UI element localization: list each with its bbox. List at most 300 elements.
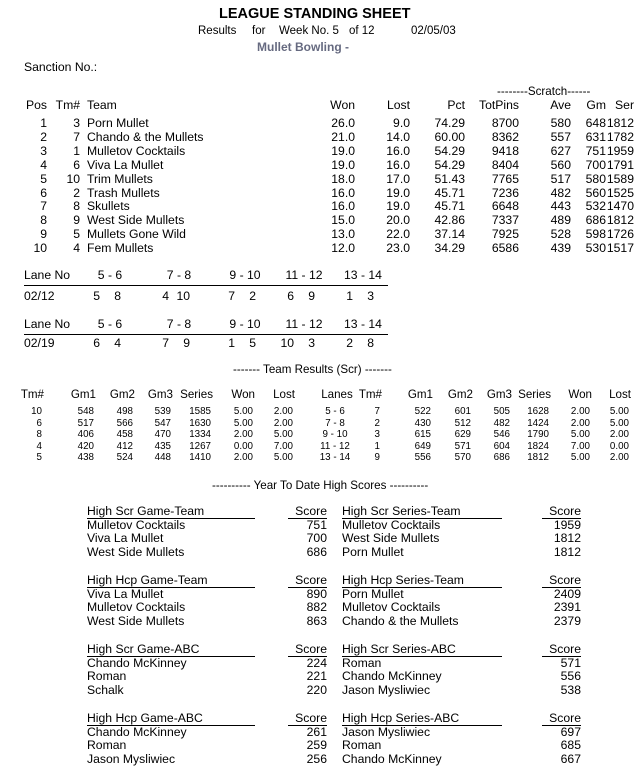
team-results-cell: 1410 bbox=[189, 452, 211, 464]
standings-cell: 3 bbox=[40, 143, 47, 158]
lane-team: 7 bbox=[228, 289, 235, 303]
team-results-cell: 5.00 bbox=[609, 417, 629, 429]
standings-header-tm: Tm# bbox=[55, 98, 80, 112]
standings-cell: 7925 bbox=[491, 227, 519, 242]
team-results-lanes: 7 - 8 bbox=[325, 417, 345, 429]
team-results-cell: 615 bbox=[414, 429, 431, 441]
lane-team: 5 bbox=[249, 336, 256, 350]
standings-cell: 532 bbox=[585, 199, 606, 214]
standings-cell: 34.29 bbox=[434, 241, 465, 256]
team-results-cell: 9 bbox=[374, 452, 380, 464]
team-results-header: Gm1 bbox=[407, 388, 433, 401]
lane-date: 02/12 bbox=[24, 289, 55, 303]
lane-label: Lane No bbox=[24, 268, 71, 282]
standings-cell: 4 bbox=[40, 157, 47, 172]
standings-cell: 7 bbox=[73, 129, 80, 144]
ytd-score: 686 bbox=[306, 544, 327, 559]
standings-cell: 45.71 bbox=[434, 199, 465, 214]
team-results-lanes: 5 - 6 bbox=[325, 406, 345, 417]
ytd-name: Chando & the Mullets bbox=[342, 613, 459, 628]
lane-team: 8 bbox=[114, 289, 121, 303]
standings-cell: 1812 bbox=[606, 116, 634, 130]
standings-cell: 1812 bbox=[606, 213, 634, 228]
standings-cell: Fem Mullets bbox=[87, 241, 154, 256]
ytd-score: 882 bbox=[306, 600, 327, 615]
standings-cell: 7337 bbox=[491, 213, 519, 228]
standings-cell: 9 bbox=[73, 213, 80, 228]
ytd-name: Mulletov Cocktails bbox=[342, 600, 441, 615]
ytd-name: Mulletov Cocktails bbox=[87, 517, 186, 532]
standings-cell: 751 bbox=[585, 143, 606, 158]
team-results-cell: 1824 bbox=[527, 440, 549, 452]
team-results-cell: 2 bbox=[374, 417, 380, 429]
lane-team: 3 bbox=[308, 336, 315, 350]
standings-header-gm: Gm bbox=[586, 98, 606, 112]
team-results-cell: 522 bbox=[414, 406, 431, 417]
standings-cell: 8362 bbox=[491, 129, 519, 144]
team-results-lanes: 9 - 10 bbox=[322, 429, 348, 441]
standings-header-won: Won bbox=[330, 98, 355, 112]
ytd-score: 890 bbox=[306, 586, 327, 601]
lane-team: 4 bbox=[114, 336, 121, 350]
standings-cell: 482 bbox=[550, 185, 571, 200]
ytd-score-header: Score bbox=[549, 504, 581, 518]
team-results-cell: 2.00 bbox=[570, 417, 590, 429]
team-results-header: Gm2 bbox=[447, 388, 473, 401]
standings-cell: 15.0 bbox=[331, 213, 355, 228]
standings-cell: 6586 bbox=[491, 241, 519, 256]
standings-cell: 9418 bbox=[491, 143, 519, 158]
standings-cell: Viva La Mullet bbox=[87, 157, 164, 172]
ytd-score: 538 bbox=[560, 682, 581, 697]
ytd-score: 221 bbox=[306, 669, 327, 684]
ytd-block-title: High Scr Series-Team bbox=[342, 504, 461, 518]
team-results-cell: 2.00 bbox=[609, 452, 629, 464]
lane-pair: 9 - 10 bbox=[229, 268, 261, 282]
standings-cell: 8 bbox=[40, 213, 47, 228]
ytd-score-header: Score bbox=[295, 504, 327, 518]
ytd-name: Viva La Mullet bbox=[87, 531, 164, 546]
ytd-name: Chando McKinney bbox=[87, 655, 187, 670]
standings-cell: 8700 bbox=[491, 116, 519, 130]
team-results-cell: 1812 bbox=[527, 452, 549, 464]
team-results-header: Series bbox=[180, 388, 213, 401]
team-results-cell: 5.00 bbox=[273, 429, 293, 441]
lane-team: 4 bbox=[162, 289, 169, 303]
for-label: for bbox=[252, 25, 266, 37]
ytd-score-header: Score bbox=[549, 573, 581, 587]
team-results-cell: 430 bbox=[414, 417, 431, 429]
standings-cell: 528 bbox=[550, 227, 571, 242]
standings-cell: 9.0 bbox=[393, 116, 410, 130]
team-results-lanes: 11 - 12 bbox=[320, 440, 350, 452]
team-results-cell: 539 bbox=[154, 406, 171, 417]
standings-cell: Skullets bbox=[87, 199, 130, 214]
standings-cell: 580 bbox=[585, 171, 606, 186]
standings-cell: 42.86 bbox=[434, 213, 465, 228]
lane-team: 8 bbox=[367, 336, 374, 350]
lane-pair: 5 - 6 bbox=[97, 317, 123, 331]
standings-cell: 8404 bbox=[491, 157, 519, 172]
ytd-score: 1812 bbox=[553, 544, 581, 559]
team-results-cell: 7 bbox=[374, 406, 380, 417]
team-results-cell: 0.00 bbox=[233, 440, 253, 452]
ytd-score: 2391 bbox=[553, 600, 581, 615]
team-results-cell: 1585 bbox=[189, 406, 211, 417]
lane-pair: 13 - 14 bbox=[344, 268, 382, 282]
lane-pair: 7 - 8 bbox=[166, 268, 192, 282]
standings-cell: 557 bbox=[550, 129, 571, 144]
team-results-cell: 547 bbox=[154, 417, 171, 429]
standings-cell: 1791 bbox=[606, 157, 634, 172]
team-results-header: Gm3 bbox=[486, 388, 512, 401]
standings-cell: 580 bbox=[550, 116, 571, 130]
team-results-header: Gm3 bbox=[147, 388, 173, 401]
team-results-cell: 0.00 bbox=[609, 440, 629, 452]
team-results-cell: 649 bbox=[414, 440, 431, 452]
standings-cell: Mulletov Cocktails bbox=[87, 143, 186, 158]
standings-cell: 443 bbox=[550, 199, 571, 214]
standings-cell: 1517 bbox=[606, 241, 634, 256]
lane-pair: 13 - 14 bbox=[344, 317, 382, 331]
ytd-block-title: High Scr Game-ABC bbox=[87, 642, 200, 656]
standings-cell: 2 bbox=[73, 185, 80, 200]
lane-label: Lane No bbox=[24, 317, 71, 331]
standings-cell: 1 bbox=[40, 116, 47, 130]
ytd-score-header: Score bbox=[295, 642, 327, 656]
ytd-block-title: High Hcp Game-Team bbox=[87, 573, 208, 587]
lane-team: 6 bbox=[93, 336, 100, 350]
ytd-name: Jason Mysliwiec bbox=[342, 682, 431, 697]
week-label: Week No. 5 bbox=[279, 25, 339, 37]
team-results-cell: 512 bbox=[454, 417, 471, 429]
ytd-name: Chando McKinney bbox=[87, 724, 187, 739]
team-results-title: ------- Team Results (Scr) ------- bbox=[233, 363, 392, 376]
standings-cell: 6 bbox=[40, 185, 47, 200]
standings-cell: 22.0 bbox=[386, 227, 410, 242]
lane-team: 6 bbox=[287, 289, 294, 303]
team-results-cell: 2.00 bbox=[609, 429, 629, 441]
ytd-name: Mulletov Cocktails bbox=[87, 600, 186, 615]
team-results-header: Gm1 bbox=[70, 388, 96, 401]
standings-cell: 19.0 bbox=[386, 185, 410, 200]
team-results-cell: 5.00 bbox=[233, 406, 253, 417]
standings-cell: 16.0 bbox=[331, 185, 355, 200]
team-results-cell: 412 bbox=[116, 440, 133, 452]
ytd-score-header: Score bbox=[549, 642, 581, 656]
standings-cell: 7 bbox=[40, 199, 47, 214]
standings-cell: 16.0 bbox=[386, 157, 410, 172]
team-results-cell: 524 bbox=[116, 452, 133, 464]
standings-cell: 60.00 bbox=[434, 129, 465, 144]
lane-pair: 11 - 12 bbox=[285, 268, 323, 282]
standings-cell: 627 bbox=[550, 143, 571, 158]
ytd-name: Porn Mullet bbox=[342, 544, 404, 559]
team-results-cell: 5.00 bbox=[570, 429, 590, 441]
ytd-score-header: Score bbox=[549, 711, 581, 725]
report-date: 02/05/03 bbox=[411, 25, 456, 37]
team-results-cell: 556 bbox=[414, 452, 431, 464]
ytd-name: West Side Mullets bbox=[342, 531, 440, 546]
ytd-name: West Side Mullets bbox=[87, 544, 185, 559]
standings-cell: Porn Mullet bbox=[87, 116, 149, 130]
ytd-block-title: High Scr Game-Team bbox=[87, 504, 205, 518]
lane-team: 1 bbox=[346, 289, 353, 303]
lane-date: 02/19 bbox=[24, 336, 55, 350]
team-results-cell: 1628 bbox=[527, 406, 549, 417]
standings-cell: 530 bbox=[585, 241, 606, 256]
team-results-cell: 8 bbox=[36, 429, 42, 441]
team-results-cell: 1 bbox=[374, 440, 380, 452]
ytd-block-title: High Hcp Series-Team bbox=[342, 573, 464, 587]
standings-cell: 37.14 bbox=[434, 227, 465, 242]
ytd-name: Jason Mysliwiec bbox=[87, 751, 176, 766]
team-results-cell: 2.00 bbox=[233, 429, 253, 441]
ytd-name: Mulletov Cocktails bbox=[342, 517, 441, 532]
standings-header-totpins: TotPins bbox=[479, 98, 519, 112]
team-results-cell: 7.00 bbox=[570, 440, 590, 452]
standings-cell: 3 bbox=[73, 116, 80, 130]
team-results-cell: 458 bbox=[116, 429, 133, 441]
page-title: LEAGUE STANDING SHEET bbox=[219, 6, 411, 22]
lane-team: 2 bbox=[346, 336, 353, 350]
team-results-cell: 435 bbox=[154, 440, 171, 452]
team-results-cell: 1267 bbox=[189, 440, 211, 452]
standings-cell: 560 bbox=[550, 157, 571, 172]
team-results-header: Gm2 bbox=[109, 388, 135, 401]
lane-header-rule bbox=[24, 334, 388, 335]
lane-team: 10 bbox=[176, 289, 190, 303]
ytd-score: 256 bbox=[306, 751, 327, 766]
standings-cell: 7236 bbox=[491, 185, 519, 200]
team-results-cell: 601 bbox=[454, 406, 471, 417]
lane-team: 3 bbox=[367, 289, 374, 303]
standings-cell: Mullets Gone Wild bbox=[87, 227, 186, 242]
standings-cell: 16.0 bbox=[331, 199, 355, 214]
team-results-header: Won bbox=[568, 388, 592, 401]
lane-team: 5 bbox=[93, 289, 100, 303]
scratch-label: --------Scratch------ bbox=[497, 85, 591, 98]
team-results-cell: 5.00 bbox=[570, 452, 590, 464]
lane-team: 10 bbox=[280, 336, 294, 350]
standings-cell: 1959 bbox=[606, 143, 634, 158]
team-results-lanes: 13 - 14 bbox=[319, 452, 351, 464]
standings-cell: 10 bbox=[66, 171, 80, 186]
standings-cell: 1726 bbox=[606, 227, 634, 242]
standings-cell: 51.43 bbox=[434, 171, 465, 186]
team-results-cell: 505 bbox=[493, 406, 510, 417]
standings-cell: 54.29 bbox=[434, 143, 465, 158]
lane-header-rule bbox=[24, 285, 388, 286]
standings-cell: 560 bbox=[585, 185, 606, 200]
standings-cell: 20.0 bbox=[386, 213, 410, 228]
ytd-score: 571 bbox=[560, 655, 581, 670]
standings-cell: 1525 bbox=[606, 185, 634, 200]
standings-cell: 12.0 bbox=[331, 241, 355, 256]
standings-cell: Trash Mullets bbox=[87, 185, 160, 200]
ytd-block-title: High Hcp Game-ABC bbox=[87, 711, 203, 725]
team-results-cell: 570 bbox=[454, 452, 471, 464]
ytd-name: Schalk bbox=[87, 682, 124, 697]
ytd-name: Roman bbox=[87, 738, 127, 753]
team-results-cell: 1424 bbox=[527, 417, 549, 429]
standings-cell: 5 bbox=[40, 171, 47, 186]
standings-cell: West Side Mullets bbox=[87, 213, 185, 228]
standings-cell: 5 bbox=[73, 227, 80, 242]
ytd-name: Roman bbox=[342, 738, 382, 753]
ytd-name: Roman bbox=[87, 669, 127, 684]
team-results-cell: 5 bbox=[36, 452, 42, 464]
team-results-cell: 4 bbox=[36, 440, 42, 452]
standings-cell: Chando & the Mullets bbox=[87, 129, 204, 144]
standings-cell: 8 bbox=[73, 199, 80, 214]
lane-pair: 11 - 12 bbox=[285, 317, 323, 331]
lane-team: 9 bbox=[308, 289, 315, 303]
results-label: Results bbox=[198, 25, 237, 37]
standings-cell: 14.0 bbox=[386, 129, 410, 144]
ytd-name: West Side Mullets bbox=[87, 613, 185, 628]
lane-pair: 7 - 8 bbox=[166, 317, 192, 331]
standings-cell: 13.0 bbox=[331, 227, 355, 242]
ytd-block-title: High Scr Series-ABC bbox=[342, 642, 456, 656]
ytd-score: 1959 bbox=[553, 517, 581, 532]
team-results-cell: 629 bbox=[454, 429, 471, 441]
standings-header-ave: Ave bbox=[550, 98, 571, 112]
standings-cell: 23.0 bbox=[386, 241, 410, 256]
ytd-name: Viva La Mullet bbox=[87, 586, 164, 601]
lane-team: 2 bbox=[249, 289, 256, 303]
team-results-cell: 2.00 bbox=[570, 406, 590, 417]
team-results-header: Lost bbox=[609, 388, 631, 401]
ytd-score: 697 bbox=[560, 724, 581, 739]
standings-cell: 700 bbox=[585, 157, 606, 172]
ytd-score: 700 bbox=[306, 531, 327, 546]
team-results-cell: 5.00 bbox=[609, 406, 629, 417]
ytd-score: 556 bbox=[560, 669, 581, 684]
team-results-cell: 2.00 bbox=[273, 417, 293, 429]
team-results-cell: 406 bbox=[77, 429, 94, 441]
lane-team: 7 bbox=[162, 336, 169, 350]
standings-cell: 598 bbox=[585, 227, 606, 242]
ytd-score: 667 bbox=[560, 751, 581, 766]
standings-header-pos: Pos bbox=[25, 98, 47, 112]
standings-cell: 6 bbox=[73, 157, 80, 172]
ytd-score-header: Score bbox=[295, 573, 327, 587]
sanction-label: Sanction No.: bbox=[24, 60, 98, 74]
standings-header-lost: Lost bbox=[386, 98, 410, 112]
standings-cell: 489 bbox=[550, 213, 571, 228]
standings-cell: 74.29 bbox=[434, 116, 465, 130]
team-results-cell: 3 bbox=[374, 429, 380, 441]
standings-cell: Trim Mullets bbox=[87, 171, 153, 186]
lane-pair: 5 - 6 bbox=[97, 268, 123, 282]
lane-pair: 9 - 10 bbox=[229, 317, 261, 331]
standings-cell: 16.0 bbox=[386, 143, 410, 158]
team-results-cell: 498 bbox=[116, 406, 133, 417]
standings-cell: 1782 bbox=[606, 129, 634, 144]
ytd-score: 685 bbox=[560, 738, 581, 753]
standings-cell: 18.0 bbox=[331, 171, 355, 186]
team-results-cell: 517 bbox=[77, 417, 94, 429]
team-results-header: Won bbox=[231, 388, 255, 401]
league-name: Mullet Bowling - bbox=[257, 40, 349, 54]
standings-cell: 54.29 bbox=[434, 157, 465, 172]
standings-cell: 21.0 bbox=[331, 129, 355, 144]
ytd-name: Jason Mysliwiec bbox=[342, 724, 431, 739]
team-results-cell: 546 bbox=[493, 429, 510, 441]
standings-cell: 2 bbox=[40, 129, 47, 144]
ytd-score: 261 bbox=[306, 724, 327, 739]
team-results-cell: 566 bbox=[116, 417, 133, 429]
standings-cell: 1 bbox=[73, 143, 80, 158]
ytd-name: Roman bbox=[342, 655, 382, 670]
standings-cell: 631 bbox=[585, 129, 606, 144]
ytd-block-title: High Hcp Series-ABC bbox=[342, 711, 460, 725]
ytd-title: ---------- Year To Date High Scores ---------- bbox=[212, 479, 429, 492]
standings-cell: 10 bbox=[33, 241, 47, 256]
team-results-cell: 2.00 bbox=[233, 452, 253, 464]
ytd-name: Chando McKinney bbox=[342, 751, 442, 766]
ytd-score: 2379 bbox=[553, 613, 581, 628]
standings-cell: 26.0 bbox=[331, 116, 355, 130]
standings-cell: 439 bbox=[550, 241, 571, 256]
team-results-cell: 571 bbox=[454, 440, 471, 452]
ytd-score: 259 bbox=[306, 738, 327, 753]
team-results-cell: 1630 bbox=[189, 417, 211, 429]
team-results-cell: 2.00 bbox=[273, 406, 293, 417]
ytd-name: Porn Mullet bbox=[342, 586, 404, 601]
team-results-cell: 10 bbox=[31, 406, 42, 417]
ytd-score: 2409 bbox=[553, 586, 581, 601]
ytd-score: 220 bbox=[306, 682, 327, 697]
ytd-score: 224 bbox=[306, 655, 327, 670]
team-results-cell: 548 bbox=[77, 406, 94, 417]
team-results-header: Tm# bbox=[358, 388, 382, 401]
standings-cell: 4 bbox=[73, 241, 80, 256]
standings-cell: 1589 bbox=[606, 171, 634, 186]
ytd-name: Chando McKinney bbox=[342, 669, 442, 684]
team-results-cell: 482 bbox=[493, 417, 510, 429]
team-results-header: Tm# bbox=[20, 388, 44, 401]
lane-team: 9 bbox=[183, 336, 190, 350]
standings-cell: 7765 bbox=[491, 171, 519, 186]
ytd-score: 751 bbox=[306, 517, 327, 532]
standings-cell: 19.0 bbox=[331, 157, 355, 172]
standings-header-ser: Ser bbox=[615, 98, 634, 112]
standings-cell: 19.0 bbox=[386, 199, 410, 214]
standings-cell: 17.0 bbox=[386, 171, 410, 186]
standings-header-team: Team bbox=[87, 98, 117, 112]
team-results-cell: 438 bbox=[77, 452, 94, 464]
team-results-cell: 1790 bbox=[527, 429, 549, 441]
lane-team: 1 bbox=[228, 336, 235, 350]
team-results-cell: 5.00 bbox=[273, 452, 293, 464]
team-results-cell: 420 bbox=[77, 440, 94, 452]
team-results-cell: 7.00 bbox=[273, 440, 293, 452]
standings-cell: 517 bbox=[550, 171, 571, 186]
team-results-cell: 604 bbox=[493, 440, 510, 452]
standings-cell: 686 bbox=[585, 213, 606, 228]
team-results-cell: 448 bbox=[154, 452, 171, 464]
team-results-header: Series bbox=[518, 388, 551, 401]
ytd-score-header: Score bbox=[295, 711, 327, 725]
standings-cell: 6648 bbox=[491, 199, 519, 214]
team-results-cell: 470 bbox=[154, 429, 171, 441]
team-results-cell: 5.00 bbox=[233, 417, 253, 429]
standings-cell: 1470 bbox=[606, 199, 634, 214]
team-results-cell: 686 bbox=[493, 452, 510, 464]
standings-cell: 648 bbox=[585, 116, 606, 130]
